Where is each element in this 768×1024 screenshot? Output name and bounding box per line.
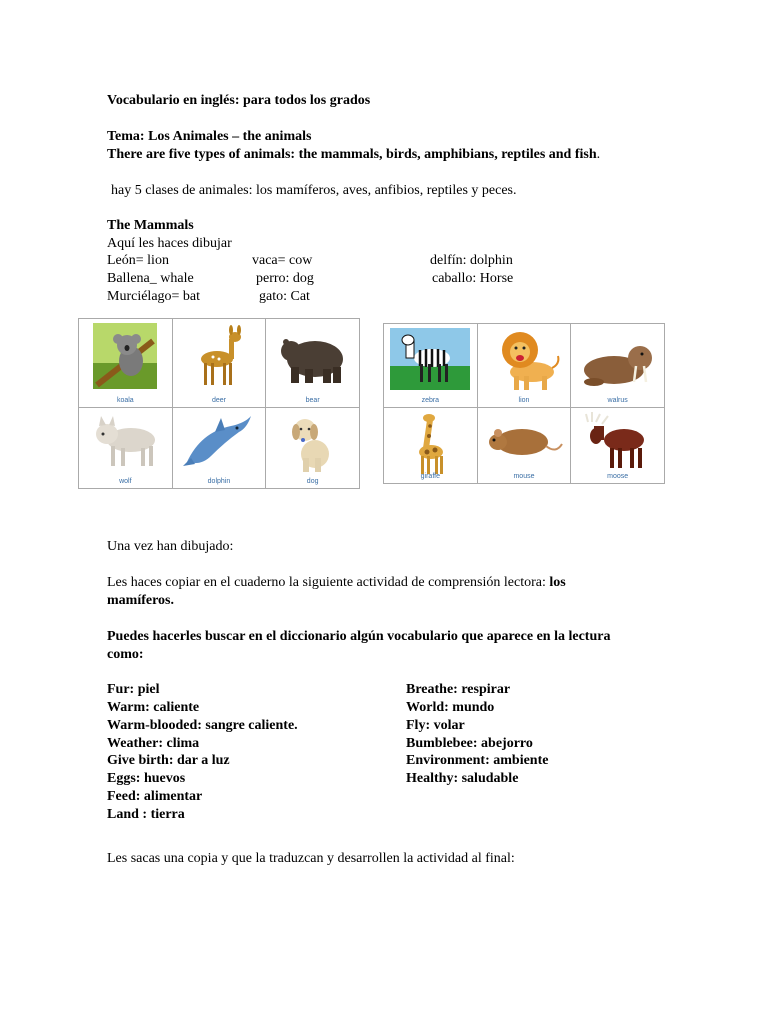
label-giraffe: giraffe <box>420 473 440 480</box>
five-types-spanish: hay 5 clases de animales: los mamíferos, aves, anfibios, reptiles y peces. <box>111 183 517 198</box>
copy-instruction-bold-los: los <box>549 575 566 590</box>
once-drawn-text: Una vez han dibujado: <box>107 539 234 554</box>
copy-instruction-bold-mamiferos: mamíferos. <box>107 593 174 608</box>
five-types-period: . <box>596 147 601 162</box>
deer-picture <box>187 323 251 389</box>
vocab-right-2: Fly: volar <box>406 718 465 733</box>
vocab-right-5: Healthy: saludable <box>406 771 519 786</box>
dictionary-instruction-line1: Puedes hacerles buscar en el diccionario algún vocabulario que aparece en la lectura <box>107 629 611 644</box>
grid-cell-moose <box>571 408 665 484</box>
vocab-right-3: Bumblebee: abejorro <box>406 736 533 751</box>
zebra-picture <box>390 328 470 390</box>
vocab-row-1-col-1: León= lion <box>107 253 169 268</box>
vocab-row-1-col-3: delfín: dolphin <box>430 253 513 268</box>
walrus-picture <box>578 328 658 390</box>
label-bear: bear <box>305 397 320 404</box>
grid-cell-lion <box>477 324 571 408</box>
vocab-left-1: Warm: caliente <box>107 700 200 715</box>
label-dolphin: dolphin <box>207 478 231 485</box>
label-lion: lion <box>518 397 530 404</box>
document-heading: Vocabulario en inglés: para todos los grados <box>107 93 371 108</box>
final-instruction: Les sacas una copia y que la traduzcan y desarrollen la actividad al final: <box>107 851 515 866</box>
grid-cell-koala <box>79 319 173 408</box>
grid-cell-zebra <box>384 324 478 408</box>
label-wolf: wolf <box>119 478 132 485</box>
mammals-title: The Mammals <box>107 218 194 233</box>
vocab-row-2-col-2: perro: dog <box>256 271 314 286</box>
label-moose: moose <box>607 473 629 480</box>
label-mouse: mouse <box>513 473 535 480</box>
mouse-picture <box>484 412 564 468</box>
draw-instruction: Aquí les haces dibujar <box>107 236 232 251</box>
label-zebra: zebra <box>421 397 440 404</box>
vocab-right-1: World: mundo <box>406 700 495 715</box>
vocab-right-4: Environment: ambiente <box>406 753 549 768</box>
vocab-left-7: Land : tierra <box>107 807 185 822</box>
five-types-text: There are five types of animals: the mammals, birds, amphibians, reptiles and fish <box>107 147 597 162</box>
topic-title: Tema: Los Animales – the animals <box>107 129 312 144</box>
vocab-left-2: Warm-blooded: sangre caliente. <box>107 718 298 733</box>
grid-cell-walrus <box>571 324 665 408</box>
dog-picture <box>281 412 345 474</box>
vocab-left-5: Eggs: huevos <box>107 771 186 786</box>
dolphin-picture <box>181 412 257 472</box>
koala-picture <box>93 323 157 389</box>
label-deer: deer <box>211 397 226 404</box>
vocab-row-2-col-3: caballo: Horse <box>432 271 514 286</box>
label-walrus: walrus <box>607 397 628 404</box>
label-koala: koala <box>116 397 134 404</box>
vocab-row-2-col-1: Ballena_ whale <box>107 271 194 286</box>
vocab-row-1-col-2: vaca= cow <box>252 253 313 268</box>
grid-cell-bear <box>266 319 360 408</box>
copy-instruction-text: Les haces copiar en el cuaderno la siguiente actividad de comprensión lectora: <box>107 575 550 590</box>
animal-grid-right <box>383 323 665 484</box>
giraffe-picture <box>405 412 455 476</box>
moose-picture <box>582 412 654 470</box>
vocab-left-0: Fur: piel <box>107 682 160 697</box>
vocab-left-3: Weather: clima <box>107 736 200 751</box>
vocab-row-3-col-1: Murciélago= bat <box>107 289 201 304</box>
grid-cell-wolf <box>79 408 173 489</box>
vocab-row-3-col-2: gato: Cat <box>259 289 310 304</box>
vocab-left-4: Give birth: dar a luz <box>107 753 230 768</box>
grid-cell-giraffe <box>384 408 478 484</box>
grid-cell-mouse <box>477 408 571 484</box>
grid-cell-dog <box>266 408 360 489</box>
copy-instruction-line1 <box>107 574 566 592</box>
grid-cell-deer <box>172 319 266 408</box>
vocab-right-0: Breathe: respirar <box>406 682 511 697</box>
vocab-left-6: Feed: alimentar <box>107 789 203 804</box>
five-types-line <box>107 146 600 164</box>
bear-picture <box>275 323 351 389</box>
dictionary-instruction-line2: como: <box>107 647 144 662</box>
lion-picture <box>486 328 562 394</box>
wolf-picture <box>89 412 161 472</box>
label-dog: dog <box>306 478 319 485</box>
animal-grid-left <box>78 318 360 489</box>
grid-cell-dolphin <box>172 408 266 489</box>
